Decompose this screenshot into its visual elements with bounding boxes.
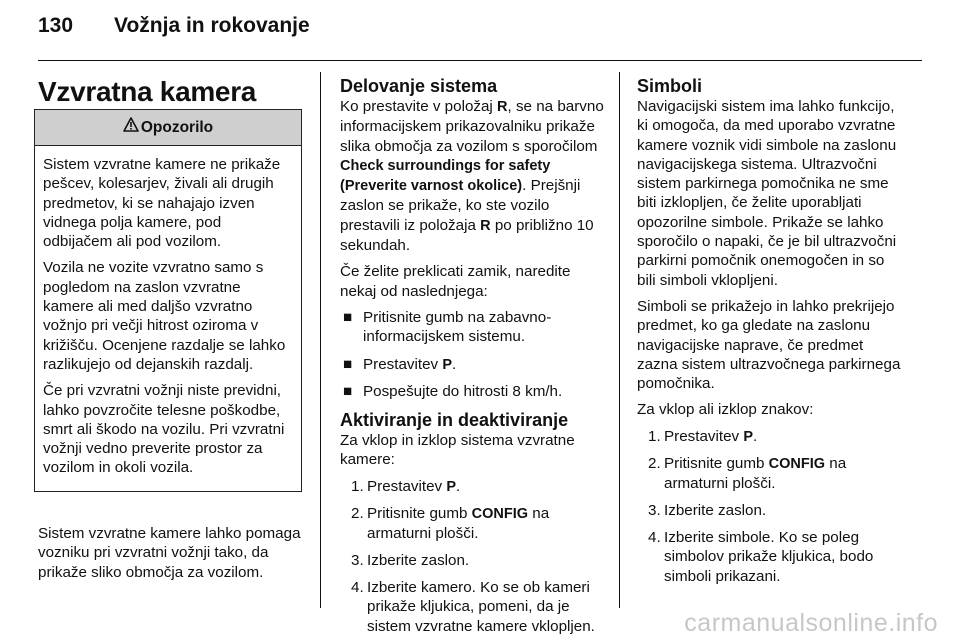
- bullet-square-icon: ■: [343, 308, 353, 326]
- cancel-bullet-list: [340, 308, 606, 402]
- symbols-paragraph: Simboli se prikažejo in lahko prekrijejo predmet, ko ga gledate na zaslonu navigacijske naprave, če predmet zazna sistem ultrazvočnega parkirnega pomočnika.: [637, 297, 901, 393]
- list-item: 2. Pritisnite gumb CONFIG na armaturni plošči.: [648, 455, 847, 493]
- warning-body: [35, 146, 301, 491]
- warning-box: [34, 109, 302, 492]
- warning-triangle-icon: [123, 110, 139, 145]
- heading-simboli: Simboli: [637, 76, 703, 96]
- symbols-paragraph: Za vklop ali izklop znakov:: [637, 401, 814, 419]
- page-header: [38, 14, 310, 38]
- list-item: 1. Prestavitev P.: [648, 427, 758, 445]
- warning-title: Opozorilo: [140, 119, 214, 136]
- operation-paragraph: Ko prestavite v položaj R, se na barvno informacijskem prikazovalniku prikaže slika območja za vozilom s sporočilom Check surroundings for safety (Preverite varnost okolice). Prejšnji zaslon se prikaže, ko ste vozilo prestavili iz položaja R po približno 10 sekundah.: [340, 98, 604, 255]
- list-item: ■ Pritisnite gumb na zabavno-informacijskem sistemu.: [343, 308, 552, 346]
- list-item: 3. Izberite zaslon.: [351, 551, 470, 569]
- activation-steps: [340, 477, 606, 637]
- column-symbols: [637, 76, 905, 594]
- list-item: ■ Prestavitev P.: [343, 355, 457, 373]
- bullet-square-icon: ■: [343, 382, 353, 400]
- list-item: 2. Pritisnite gumb CONFIG na armaturni plošči.: [351, 505, 550, 543]
- warning-paragraph: Vozila ne vozite vzvratno samo s pogledom na zaslon vzvratne kamere ali med daljšo vzvratno vožnjo pri večji hitrost oziroma v križišču. Ocenjene razdalje se lahko razlikujejo od dejanskih razdalj.: [43, 259, 286, 373]
- warning-paragraph: Sistem vzvratne kamere ne prikaže pešcev, kolesarjev, živali ali drugih predmetov, ki se nahajajo izven vidnega polja kamere, pod odbijačem ali pod vozilom.: [43, 156, 281, 251]
- cancel-paragraph: Če želite preklicati zamik, naredite nekaj od naslednjega:: [340, 263, 571, 300]
- warning-header: [35, 110, 301, 146]
- chapter-title: Vožnja in rokovanje: [114, 14, 310, 37]
- page-number: 130: [38, 14, 74, 37]
- watermark: carmanualsonline.info: [684, 609, 938, 637]
- section-title: Vzvratna kamera: [38, 76, 257, 107]
- list-item: 4. Izberite kamero. Ko se ob kameri prikaže kljukica, pomeni, da je sistem vzvratne kamere vklopljen.: [351, 578, 595, 635]
- column-divider: [320, 72, 321, 608]
- warning-paragraph: Če pri vzvratni vožnji niste previdni, lahko povzročite telesne poškodbe, smrt ali škodo na vozilu. Pri vzvratni vožnji vedno preverite prostor za vozilom in okoli vozila.: [43, 382, 285, 477]
- column-operation: [340, 76, 606, 644]
- heading-delovanje: Delovanje sistema: [340, 76, 498, 96]
- list-item: 1. Prestavitev P.: [351, 477, 461, 495]
- list-item: 4. Izberite simbole. Ko se poleg simbolov prikaže kljukica, bodo simboli prikazani.: [648, 528, 874, 585]
- list-item: ■ Pospešujte do hitrosti 8 km/h.: [343, 382, 563, 400]
- activation-intro: Za vklop in izklop sistema vzvratne kamere:: [340, 432, 575, 469]
- camera-intro-paragraph: Sistem vzvratne kamere lahko pomaga vozniku pri vzvratni vožnji tako, da prikaže sliko območja za vozilom.: [38, 525, 301, 581]
- column-divider: [619, 72, 620, 608]
- heading-aktiviranje: Aktiviranje in deaktiviranje: [340, 410, 569, 431]
- header-rule: [38, 60, 922, 61]
- list-item: 3. Izberite zaslon.: [648, 501, 767, 519]
- symbols-steps: [637, 427, 905, 587]
- bullet-square-icon: ■: [343, 355, 353, 373]
- symbols-paragraph: Navigacijski sistem ima lahko funkcijo, ki omogoča, da med uporabo vzvratne kamere voznik vidi simbole na zaslonu navigacijskega sistema. Ultrazvočni sistem parkirnega pomočnika ne sme biti izklopljen, če želite uporabljati opozorilne simbole. Prikaže se lahko sporočilo o napaki, če je bil ultrazvočni parkirni pomočnik onemogočen in so bili simboli vklopljeni.: [637, 98, 897, 289]
